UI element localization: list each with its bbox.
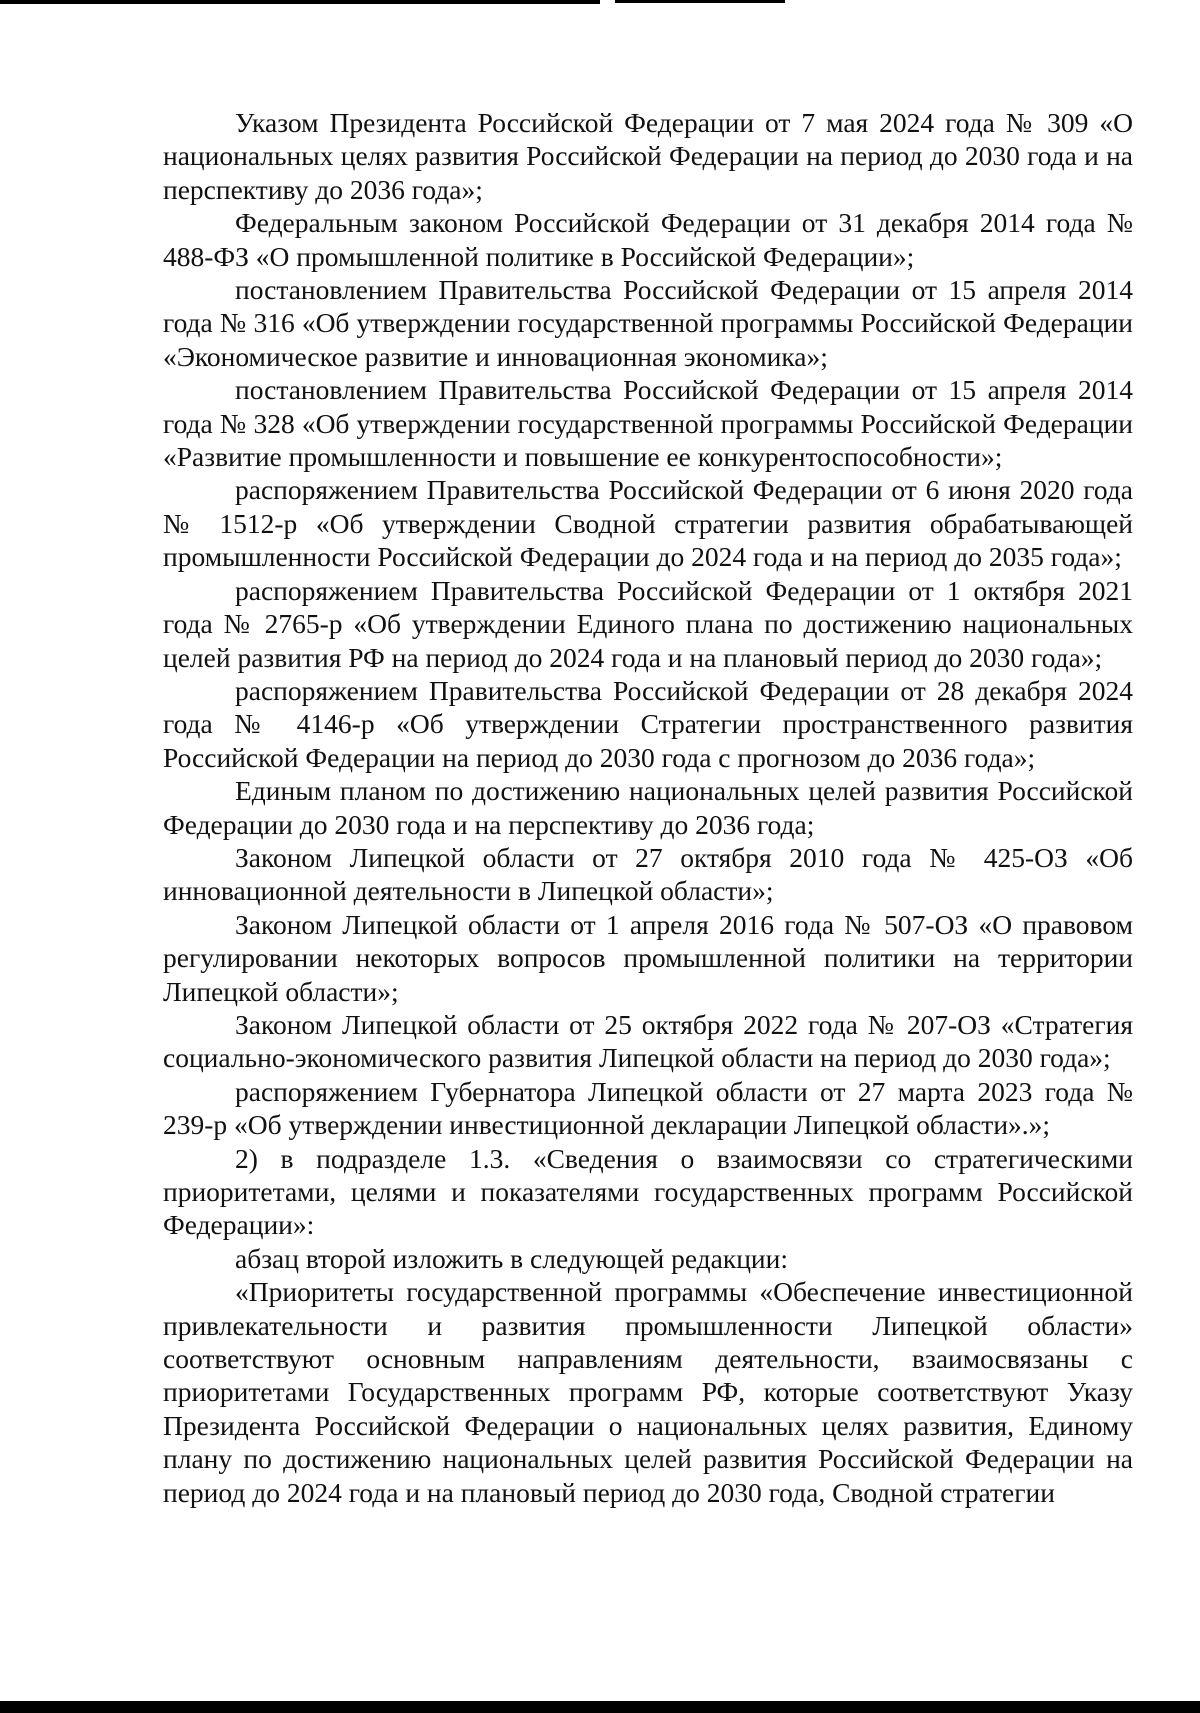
paragraph: Законом Липецкой области от 1 апреля 2016 года № 507-ОЗ «О правовом регулировании некоторых вопросов промышленной политики на территории Липецкой области»; (163, 908, 1133, 1007)
scan-edge-top (0, 0, 600, 4)
paragraph: 2) в подразделе 1.3. «Сведения о взаимосвязи со стратегическими приоритетами, целями и показателями государственных программ Российской Федерации»: (163, 1142, 1133, 1241)
paragraph: распоряжением Правительства Российской Федерации от 28 декабря 2024 года № 4146-р «Об утверждении Стратегии пространственного развития Российской Федерации на период до 2030 года с прогнозом до 2036 года»; (163, 674, 1133, 773)
paragraph: распоряжением Губернатора Липецкой области от 27 марта 2023 года № 239-р «Об утверждении инвестиционной декларации Липецкой области».»; (163, 1075, 1133, 1141)
paragraph: «Приоритеты государственной программы «Обеспечение инвестиционной привлекательности и развития промышленности Липецкой области» соответствуют основным направлениям деятельности, взаимосвязаны с приоритетами Государственных программ РФ, которые соответствуют Указу Президента Российской Федерации о национальных целях развития, Единому плану по достижению национальных целей развития Российской Федерации на период до 2024 года и на плановый период до 2030 года, Сводной стратегии (163, 1276, 1133, 1508)
paragraph: распоряжением Правительства Российской Федерации от 6 июня 2020 года № 1512-р «Об утверждении Сводной стратегии развития обрабатывающей промышленности Российской Федерации до 2024 года и на период до 2035 года»; (163, 474, 1133, 573)
paragraph: постановлением Правительства Российской Федерации от 15 апреля 2014 года № 328 «Об утверждении государственной программы Российской Федерации «Развитие промышленности и повышение ее конкурентоспособности»; (163, 374, 1133, 473)
paragraph: Указом Президента Российской Федерации от 7 мая 2024 года № 309 «О национальных целях развития Российской Федерации на период до 2030 года и на перспективу до 2036 года»; (163, 107, 1133, 205)
paragraph: Законом Липецкой области от 27 октября 2010 года № 425-ОЗ «Об инновационной деятельности в Липецкой области»; (163, 841, 1133, 907)
scan-edge-top-fragment (615, 0, 785, 3)
paragraph: Федеральным законом Российской Федерации от 31 декабря 2014 года № 488-ФЗ «О промышленной политике в Российской Федерации»; (163, 207, 1133, 272)
document-page (163, 106, 1133, 1509)
paragraph: абзац второй изложить в следующей редакции: (235, 1242, 789, 1274)
scan-edge-bottom (0, 1701, 1200, 1713)
paragraph: Законом Липецкой области от 25 октября 2022 года № 207-ОЗ «Стратегия социально-экономического развития Липецкой области на период до 2030 года»; (163, 1008, 1133, 1074)
paragraph: Единым планом по достижению национальных целей развития Российской Федерации до 2030 года и на перспективу до 2036 года; (163, 775, 1133, 840)
paragraph: распоряжением Правительства Российской Федерации от 1 октября 2021 года № 2765-р «Об утверждении Единого плана по достижению национальных целей развития РФ на период до 2024 года и на плановый период до 2030 года»; (163, 574, 1133, 673)
paragraph: постановлением Правительства Российской Федерации от 15 апреля 2014 года № 316 «Об утверждении государственной программы Российской Федерации «Экономическое развитие и инновационная экономика»; (163, 274, 1133, 372)
